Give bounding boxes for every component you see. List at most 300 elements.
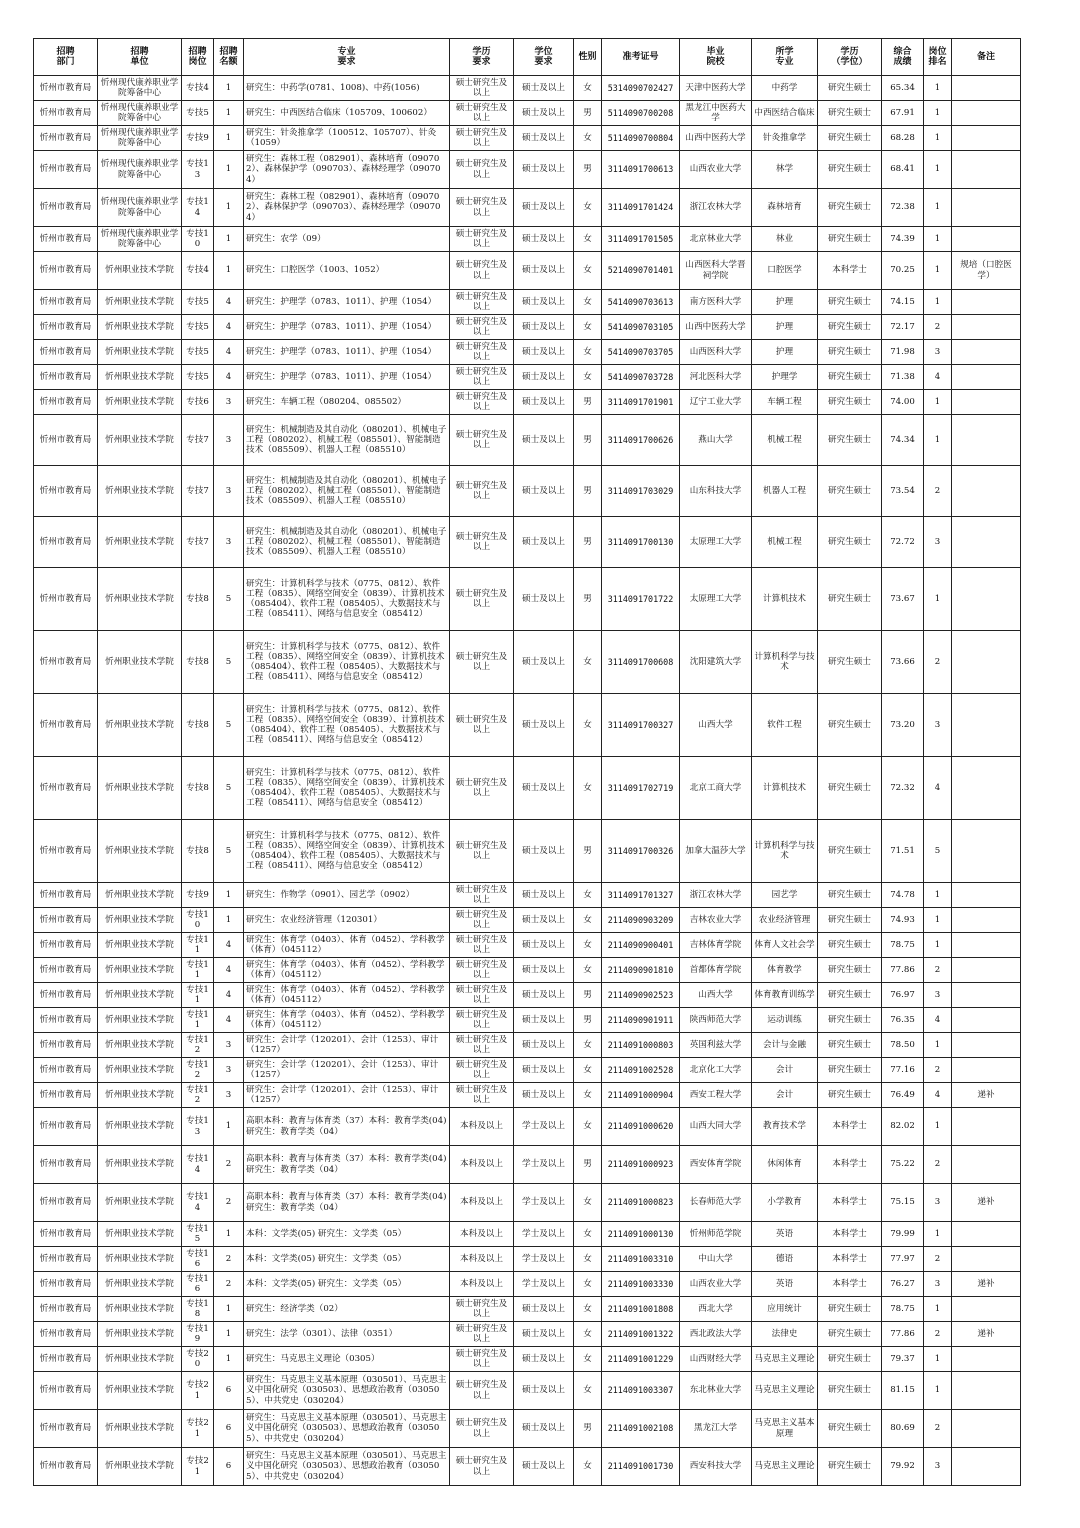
col-header: 准考证号 — [602, 39, 680, 76]
remark-cell — [952, 151, 1021, 189]
rank-cell: 1 — [924, 933, 952, 958]
rank-cell: 1 — [924, 290, 952, 315]
rank-cell: 2 — [924, 1058, 952, 1083]
major-req-cell: 研究生：农业经济管理（120301） — [244, 908, 450, 933]
score-cell: 67.91 — [882, 101, 924, 126]
post-cell: 专技18 — [182, 1297, 214, 1322]
gender-cell: 女 — [574, 933, 602, 958]
major-cell: 会计 — [752, 1058, 818, 1083]
dept-cell: 忻州市教育局 — [34, 1008, 98, 1033]
degree-cell: 研究生硕士 — [818, 1347, 882, 1372]
exam-id-cell: 3114091701901 — [602, 390, 680, 415]
remark-cell — [952, 1448, 1021, 1486]
major-req-cell: 研究生：中药学(0781、1008)、中药(1056) — [244, 76, 450, 101]
gender-cell: 女 — [574, 1297, 602, 1322]
edu-req-cell: 硕士研究生及以上 — [450, 290, 514, 315]
major-cell: 会计 — [752, 1083, 818, 1108]
table-row — [34, 958, 1021, 983]
unit-cell: 忻州职业技术学院 — [98, 1347, 182, 1372]
major-cell: 林学 — [752, 151, 818, 189]
edu-req-cell: 硕士研究生及以上 — [450, 101, 514, 126]
gender-cell: 男 — [574, 151, 602, 189]
edu-req-cell: 硕士研究生及以上 — [450, 631, 514, 694]
dept-cell: 忻州市教育局 — [34, 1184, 98, 1222]
degree-cell: 研究生硕士 — [818, 227, 882, 252]
major-req-cell: 研究生：计算机科学与技术（0775、0812）、软件工程（0835）、网络空间安全（0839）、计算机技术（085404）、软件工程（085405）、大数据技术与工程（085411）、网络与信息安全（085412） — [244, 631, 450, 694]
major-req-cell: 研究生：作物学（0901）、园艺学（0902） — [244, 883, 450, 908]
table-row — [34, 1322, 1021, 1347]
rank-cell: 1 — [924, 1033, 952, 1058]
remark-cell — [952, 1108, 1021, 1146]
remark-cell — [952, 340, 1021, 365]
school-cell: 浙江农林大学 — [680, 883, 752, 908]
rank-cell: 3 — [924, 340, 952, 365]
exam-id-cell: 3114091700326 — [602, 820, 680, 883]
major-req-cell: 高职本科：教育与体育类（37）本科：教育学类(04) 研究生：教育学类（04） — [244, 1108, 450, 1146]
post-cell: 专技5 — [182, 365, 214, 390]
degree-req-cell: 硕士及以上 — [514, 983, 574, 1008]
school-cell: 沈阳建筑大学 — [680, 631, 752, 694]
quota-cell: 3 — [214, 517, 244, 568]
school-cell: 河北医科大学 — [680, 365, 752, 390]
col-header: 学位 要求 — [514, 39, 574, 76]
gender-cell: 女 — [574, 631, 602, 694]
table-row — [34, 933, 1021, 958]
edu-req-cell: 硕士研究生及以上 — [450, 883, 514, 908]
remark-cell — [952, 983, 1021, 1008]
major-req-cell: 研究生：针灸推拿学（100512、105707）、针灸（1059） — [244, 126, 450, 151]
table-row — [34, 820, 1021, 883]
remark-cell — [952, 466, 1021, 517]
quota-cell: 3 — [214, 1033, 244, 1058]
exam-id-cell: 2114091003307 — [602, 1372, 680, 1410]
quota-cell: 1 — [214, 1222, 244, 1247]
degree-req-cell: 硕士及以上 — [514, 757, 574, 820]
degree-req-cell: 硕士及以上 — [514, 340, 574, 365]
unit-cell: 忻州职业技术学院 — [98, 1448, 182, 1486]
major-cell: 运动训练 — [752, 1008, 818, 1033]
gender-cell: 女 — [574, 126, 602, 151]
major-req-cell: 研究生：经济学类（02） — [244, 1297, 450, 1322]
dept-cell: 忻州市教育局 — [34, 365, 98, 390]
quota-cell: 3 — [214, 1083, 244, 1108]
major-req-cell: 研究生：农学（09） — [244, 227, 450, 252]
rank-cell: 1 — [924, 126, 952, 151]
major-req-cell: 研究生：森林工程（082901）、森林培育（090702）、森林保护学（090703）、森林经理学（090704） — [244, 189, 450, 227]
dept-cell: 忻州市教育局 — [34, 151, 98, 189]
dept-cell: 忻州市教育局 — [34, 908, 98, 933]
score-cell: 79.99 — [882, 1222, 924, 1247]
school-cell: 山西大学 — [680, 694, 752, 757]
major-cell: 体育教育训练学 — [752, 983, 818, 1008]
gender-cell: 男 — [574, 517, 602, 568]
school-cell: 山西中医药大学 — [680, 315, 752, 340]
major-cell: 护理 — [752, 290, 818, 315]
major-req-cell: 研究生：法学（0301）、法律（0351） — [244, 1322, 450, 1347]
dept-cell: 忻州市教育局 — [34, 189, 98, 227]
remark-cell — [952, 694, 1021, 757]
exam-id-cell: 3114091701722 — [602, 568, 680, 631]
quota-cell: 1 — [214, 227, 244, 252]
major-req-cell: 研究生：计算机科学与技术（0775、0812）、软件工程（0835）、网络空间安全（0839）、计算机技术（085404）、软件工程（085405）、大数据技术与工程（085411）、网络与信息安全（085412） — [244, 820, 450, 883]
rank-cell: 1 — [924, 151, 952, 189]
post-cell: 专技14 — [182, 1146, 214, 1184]
quota-cell: 5 — [214, 568, 244, 631]
table-row — [34, 415, 1021, 466]
major-req-cell: 研究生：森林工程（082901）、森林培育（090702）、森林保护学（090703）、森林经理学（090704） — [244, 151, 450, 189]
table-row — [34, 227, 1021, 252]
remark-cell — [952, 1146, 1021, 1184]
major-cell: 森林培育 — [752, 189, 818, 227]
quota-cell: 1 — [214, 101, 244, 126]
rank-cell: 1 — [924, 568, 952, 631]
exam-id-cell: 5414090703728 — [602, 365, 680, 390]
degree-req-cell: 硕士及以上 — [514, 1322, 574, 1347]
unit-cell: 忻州职业技术学院 — [98, 1222, 182, 1247]
degree-req-cell: 学士及以上 — [514, 1247, 574, 1272]
school-cell: 忻州师范学院 — [680, 1222, 752, 1247]
table-row — [34, 983, 1021, 1008]
major-req-cell: 高职本科：教育与体育类（37）本科：教育学类(04) 研究生：教育学类（04） — [244, 1184, 450, 1222]
exam-id-cell: 3114091702719 — [602, 757, 680, 820]
dept-cell: 忻州市教育局 — [34, 983, 98, 1008]
dept-cell: 忻州市教育局 — [34, 568, 98, 631]
table-row — [34, 1033, 1021, 1058]
degree-req-cell: 硕士及以上 — [514, 1448, 574, 1486]
quota-cell: 1 — [214, 1108, 244, 1146]
gender-cell: 女 — [574, 1347, 602, 1372]
dept-cell: 忻州市教育局 — [34, 1033, 98, 1058]
unit-cell: 忻州职业技术学院 — [98, 1058, 182, 1083]
score-cell: 77.86 — [882, 1322, 924, 1347]
degree-cell: 研究生硕士 — [818, 126, 882, 151]
remark-cell — [952, 1008, 1021, 1033]
header-row — [34, 39, 1021, 76]
remark-cell — [952, 101, 1021, 126]
table-row — [34, 151, 1021, 189]
unit-cell: 忻州职业技术学院 — [98, 1247, 182, 1272]
degree-req-cell: 硕士及以上 — [514, 365, 574, 390]
remark-cell — [952, 1297, 1021, 1322]
gender-cell: 男 — [574, 415, 602, 466]
gender-cell: 女 — [574, 883, 602, 908]
major-req-cell: 研究生：护理学（0783、1011）、护理（1054） — [244, 315, 450, 340]
major-cell: 针灸推拿学 — [752, 126, 818, 151]
degree-cell: 研究生硕士 — [818, 820, 882, 883]
post-cell: 专技12 — [182, 1083, 214, 1108]
rank-cell: 3 — [924, 517, 952, 568]
dept-cell: 忻州市教育局 — [34, 1108, 98, 1146]
remark-cell — [952, 757, 1021, 820]
edu-req-cell: 本科及以上 — [450, 1222, 514, 1247]
degree-req-cell: 硕士及以上 — [514, 1347, 574, 1372]
remark-cell — [952, 517, 1021, 568]
table-row — [34, 390, 1021, 415]
rank-cell: 1 — [924, 1347, 952, 1372]
unit-cell: 忻州职业技术学院 — [98, 631, 182, 694]
table-row — [34, 1008, 1021, 1033]
degree-cell: 本科学士 — [818, 1247, 882, 1272]
exam-id-cell: 2114091000904 — [602, 1083, 680, 1108]
rank-cell: 2 — [924, 315, 952, 340]
edu-req-cell: 本科及以上 — [450, 1184, 514, 1222]
unit-cell: 忻州职业技术学院 — [98, 757, 182, 820]
post-cell: 专技8 — [182, 820, 214, 883]
post-cell: 专技7 — [182, 466, 214, 517]
remark-cell: 递补 — [952, 1184, 1021, 1222]
school-cell: 北京化工大学 — [680, 1058, 752, 1083]
major-cell: 口腔医学 — [752, 252, 818, 290]
remark-cell — [952, 1347, 1021, 1372]
table-row — [34, 1247, 1021, 1272]
col-header: 毕业 院校 — [680, 39, 752, 76]
major-req-cell: 研究生：马克思主义基本原理（030501）、马克思主义中国化研究（030503）、思想政治教育（030505）、中共党史（030204） — [244, 1372, 450, 1410]
exam-id-cell: 2114090901911 — [602, 1008, 680, 1033]
remark-cell — [952, 820, 1021, 883]
edu-req-cell: 本科及以上 — [450, 1247, 514, 1272]
rank-cell: 1 — [924, 76, 952, 101]
table-row — [34, 1297, 1021, 1322]
major-cell: 计算机科学与技术 — [752, 820, 818, 883]
degree-cell: 研究生硕士 — [818, 1008, 882, 1033]
score-cell: 73.67 — [882, 568, 924, 631]
degree-cell: 研究生硕士 — [818, 151, 882, 189]
rank-cell: 4 — [924, 1083, 952, 1108]
exam-id-cell: 3114091700327 — [602, 694, 680, 757]
degree-cell: 研究生硕士 — [818, 315, 882, 340]
school-cell: 西安科技大学 — [680, 1448, 752, 1486]
dept-cell: 忻州市教育局 — [34, 1083, 98, 1108]
post-cell: 专技11 — [182, 933, 214, 958]
major-req-cell: 研究生：会计学（120201）、会计（1253）、审计（1257） — [244, 1033, 450, 1058]
rank-cell: 3 — [924, 983, 952, 1008]
major-req-cell: 研究生：会计学（120201）、会计（1253）、审计（1257） — [244, 1083, 450, 1108]
major-req-cell: 研究生：护理学（0783、1011）、护理（1054） — [244, 290, 450, 315]
quota-cell: 4 — [214, 315, 244, 340]
quota-cell: 5 — [214, 631, 244, 694]
edu-req-cell: 硕士研究生及以上 — [450, 757, 514, 820]
school-cell: 山西财经大学 — [680, 1347, 752, 1372]
degree-req-cell: 学士及以上 — [514, 1108, 574, 1146]
degree-cell: 本科学士 — [818, 1146, 882, 1184]
gender-cell: 男 — [574, 1410, 602, 1448]
degree-req-cell: 硕士及以上 — [514, 252, 574, 290]
degree-req-cell: 硕士及以上 — [514, 1372, 574, 1410]
gender-cell: 男 — [574, 820, 602, 883]
edu-req-cell: 硕士研究生及以上 — [450, 1410, 514, 1448]
exam-id-cell: 3114091701327 — [602, 883, 680, 908]
table-row — [34, 365, 1021, 390]
major-req-cell: 研究生：会计学（120201）、会计（1253）、审计（1257） — [244, 1058, 450, 1083]
quota-cell: 3 — [214, 415, 244, 466]
major-cell: 计算机科学与技术 — [752, 631, 818, 694]
dept-cell: 忻州市教育局 — [34, 757, 98, 820]
unit-cell: 忻州职业技术学院 — [98, 1033, 182, 1058]
exam-id-cell: 2114091001322 — [602, 1322, 680, 1347]
dept-cell: 忻州市教育局 — [34, 126, 98, 151]
edu-req-cell: 硕士研究生及以上 — [450, 415, 514, 466]
table-row — [34, 340, 1021, 365]
unit-cell: 忻州现代康养职业学院筹备中心 — [98, 101, 182, 126]
post-cell: 专技12 — [182, 1033, 214, 1058]
major-cell: 教育技术学 — [752, 1108, 818, 1146]
major-req-cell: 研究生：护理学（0783、1011）、护理（1054） — [244, 365, 450, 390]
dept-cell: 忻州市教育局 — [34, 933, 98, 958]
gender-cell: 女 — [574, 76, 602, 101]
unit-cell: 忻州现代康养职业学院筹备中心 — [98, 76, 182, 101]
major-req-cell: 研究生：马克思主义基本原理（030501）、马克思主义中国化研究（030503）、思想政治教育（030505）、中共党史（030204） — [244, 1448, 450, 1486]
dept-cell: 忻州市教育局 — [34, 1410, 98, 1448]
rank-cell: 1 — [924, 101, 952, 126]
major-req-cell: 研究生：体育学（0403）、体育（0452）、学科教学（体育）（045112） — [244, 933, 450, 958]
post-cell: 专技21 — [182, 1448, 214, 1486]
edu-req-cell: 硕士研究生及以上 — [450, 189, 514, 227]
post-cell: 专技5 — [182, 315, 214, 340]
degree-req-cell: 硕士及以上 — [514, 694, 574, 757]
remark-cell — [952, 290, 1021, 315]
quota-cell: 6 — [214, 1448, 244, 1486]
edu-req-cell: 硕士研究生及以上 — [450, 390, 514, 415]
school-cell: 太原理工大学 — [680, 517, 752, 568]
col-header: 性别 — [574, 39, 602, 76]
rank-cell: 1 — [924, 390, 952, 415]
major-req-cell: 研究生：机械制造及其自动化（080201）、机械电子工程（080202）、机械工程（085501）、智能制造技术（085509）、机器人工程（085510） — [244, 466, 450, 517]
unit-cell: 忻州现代康养职业学院筹备中心 — [98, 227, 182, 252]
quota-cell: 4 — [214, 365, 244, 390]
score-cell: 73.54 — [882, 466, 924, 517]
gender-cell: 男 — [574, 1008, 602, 1033]
edu-req-cell: 硕士研究生及以上 — [450, 1033, 514, 1058]
degree-req-cell: 硕士及以上 — [514, 151, 574, 189]
gender-cell: 女 — [574, 1372, 602, 1410]
major-cell: 机器人工程 — [752, 466, 818, 517]
degree-cell: 本科学士 — [818, 252, 882, 290]
degree-cell: 本科学士 — [818, 1184, 882, 1222]
dept-cell: 忻州市教育局 — [34, 1448, 98, 1486]
major-req-cell: 研究生：体育学（0403）、体育（0452）、学科教学（体育）（045112） — [244, 958, 450, 983]
school-cell: 西北政法大学 — [680, 1322, 752, 1347]
degree-cell: 研究生硕士 — [818, 365, 882, 390]
school-cell: 浙江农林大学 — [680, 189, 752, 227]
degree-cell: 研究生硕士 — [818, 1083, 882, 1108]
score-cell: 74.39 — [882, 227, 924, 252]
score-cell: 81.15 — [882, 1372, 924, 1410]
major-req-cell: 研究生：车辆工程（080204、085502） — [244, 390, 450, 415]
degree-req-cell: 硕士及以上 — [514, 517, 574, 568]
gender-cell: 男 — [574, 983, 602, 1008]
degree-req-cell: 硕士及以上 — [514, 189, 574, 227]
major-cell: 园艺学 — [752, 883, 818, 908]
degree-req-cell: 硕士及以上 — [514, 76, 574, 101]
rank-cell: 4 — [924, 757, 952, 820]
degree-cell: 研究生硕士 — [818, 290, 882, 315]
post-cell: 专技10 — [182, 227, 214, 252]
score-cell: 74.00 — [882, 390, 924, 415]
gender-cell: 女 — [574, 1448, 602, 1486]
major-req-cell: 研究生：马克思主义基本原理（030501）、马克思主义中国化研究（030503）、思想政治教育（030505）、中共党史（030204） — [244, 1410, 450, 1448]
dept-cell: 忻州市教育局 — [34, 1297, 98, 1322]
unit-cell: 忻州职业技术学院 — [98, 1372, 182, 1410]
quota-cell: 1 — [214, 1297, 244, 1322]
table-row — [34, 517, 1021, 568]
remark-cell — [952, 390, 1021, 415]
unit-cell: 忻州职业技术学院 — [98, 883, 182, 908]
gender-cell: 女 — [574, 958, 602, 983]
school-cell: 首都体育学院 — [680, 958, 752, 983]
degree-cell: 研究生硕士 — [818, 631, 882, 694]
degree-cell: 研究生硕士 — [818, 390, 882, 415]
post-cell: 专技20 — [182, 1347, 214, 1372]
degree-cell: 研究生硕士 — [818, 466, 882, 517]
remark-cell — [952, 227, 1021, 252]
gender-cell: 女 — [574, 252, 602, 290]
dept-cell: 忻州市教育局 — [34, 315, 98, 340]
remark-cell — [952, 933, 1021, 958]
major-cell: 英语 — [752, 1272, 818, 1297]
score-cell: 68.28 — [882, 126, 924, 151]
table-row — [34, 757, 1021, 820]
degree-req-cell: 学士及以上 — [514, 1146, 574, 1184]
exam-id-cell: 5114090700804 — [602, 126, 680, 151]
remark-cell — [952, 908, 1021, 933]
school-cell: 山西大同大学 — [680, 1108, 752, 1146]
quota-cell: 2 — [214, 1146, 244, 1184]
degree-cell: 研究生硕士 — [818, 415, 882, 466]
post-cell: 专技14 — [182, 1184, 214, 1222]
post-cell: 专技9 — [182, 126, 214, 151]
degree-req-cell: 硕士及以上 — [514, 101, 574, 126]
exam-id-cell: 3114091700613 — [602, 151, 680, 189]
rank-cell: 2 — [924, 631, 952, 694]
table-row — [34, 1083, 1021, 1108]
degree-cell: 研究生硕士 — [818, 1058, 882, 1083]
score-cell: 76.49 — [882, 1083, 924, 1108]
table-row — [34, 290, 1021, 315]
table-row — [34, 1347, 1021, 1372]
major-cell: 英语 — [752, 1222, 818, 1247]
score-cell: 82.02 — [882, 1108, 924, 1146]
school-cell: 东北林业大学 — [680, 1372, 752, 1410]
school-cell: 西安体育学院 — [680, 1146, 752, 1184]
gender-cell: 男 — [574, 390, 602, 415]
dept-cell: 忻州市教育局 — [34, 76, 98, 101]
degree-cell: 本科学士 — [818, 1272, 882, 1297]
post-cell: 专技19 — [182, 1322, 214, 1347]
major-cell: 软件工程 — [752, 694, 818, 757]
col-header: 招聘 单位 — [98, 39, 182, 76]
degree-req-cell: 硕士及以上 — [514, 958, 574, 983]
edu-req-cell: 硕士研究生及以上 — [450, 983, 514, 1008]
unit-cell: 忻州现代康养职业学院筹备中心 — [98, 126, 182, 151]
school-cell: 山西医科大学 — [680, 340, 752, 365]
dept-cell: 忻州市教育局 — [34, 1247, 98, 1272]
degree-req-cell: 硕士及以上 — [514, 290, 574, 315]
edu-req-cell: 本科及以上 — [450, 1272, 514, 1297]
rank-cell: 1 — [924, 189, 952, 227]
remark-cell — [952, 1033, 1021, 1058]
exam-id-cell: 3114091700130 — [602, 517, 680, 568]
remark-cell: 递补 — [952, 1322, 1021, 1347]
remark-cell: 递补 — [952, 1272, 1021, 1297]
unit-cell: 忻州职业技术学院 — [98, 908, 182, 933]
school-cell: 西安工程大学 — [680, 1083, 752, 1108]
degree-req-cell: 硕士及以上 — [514, 227, 574, 252]
degree-cell: 研究生硕士 — [818, 340, 882, 365]
school-cell: 吉林农业大学 — [680, 908, 752, 933]
school-cell: 南方医科大学 — [680, 290, 752, 315]
post-cell: 专技21 — [182, 1410, 214, 1448]
gender-cell: 女 — [574, 189, 602, 227]
